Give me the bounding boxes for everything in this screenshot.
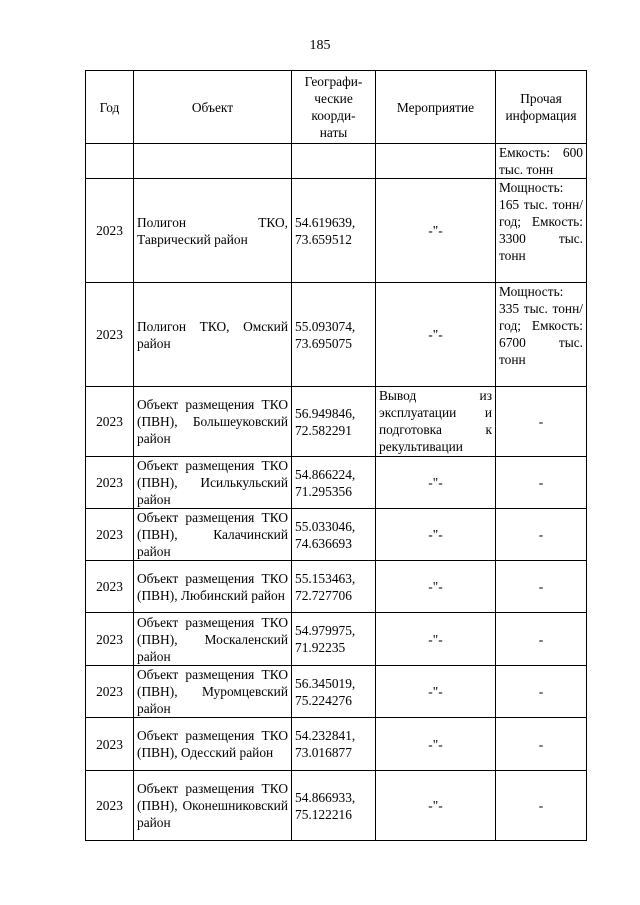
cell-object: Объект размещения ТКО (ПВН), Исилькульский район (134, 457, 292, 509)
cell-coords: 54.979975, 71.92235 (292, 613, 376, 666)
cell-year: 2023 (86, 771, 134, 841)
cell-year: 2023 (86, 387, 134, 457)
table-row (86, 771, 587, 841)
cell-year: 2023 (86, 561, 134, 613)
header-object: Объект (134, 71, 292, 144)
header-other: Прочая информация (496, 71, 587, 144)
cell-other: - (496, 666, 587, 718)
cell-action: Вывод из эксплуатации и подготовка к рекультивации (376, 387, 496, 457)
cell-object: Объект размещения ТКО (ПВН), Любинский район (134, 561, 292, 613)
cell-other: - (496, 387, 587, 457)
cell-object: Объект размещения ТКО (ПВН), Москаленский район (134, 613, 292, 666)
cell-action: -"- (376, 457, 496, 509)
cell-other: Мощность: 165 тыс. тонн/ год; Емкость: 3300 тыс. тонн (496, 179, 587, 283)
table-row (86, 509, 587, 561)
cell-action (376, 144, 496, 179)
cell-other: Емкость: 600 тыс. тонн (496, 144, 587, 179)
table-row (86, 561, 587, 613)
header-action: Мероприятие (376, 71, 496, 144)
cell-action: -"- (376, 771, 496, 841)
table-row (86, 666, 587, 718)
cell-year: 2023 (86, 179, 134, 283)
cell-object (134, 144, 292, 179)
table-row (86, 283, 587, 387)
cell-coords: 54.232841, 73.016877 (292, 718, 376, 771)
cell-action: -"- (376, 613, 496, 666)
cell-other: - (496, 509, 587, 561)
cell-year: 2023 (86, 718, 134, 771)
cell-coords: 54.619639, 73.659512 (292, 179, 376, 283)
cell-object: Объект размещения ТКО (ПВН), Муромцевский район (134, 666, 292, 718)
cell-object: Объект размещения ТКО (ПВН), Одесский район (134, 718, 292, 771)
cell-year: 2023 (86, 283, 134, 387)
cell-other: - (496, 457, 587, 509)
cell-coords: 55.033046, 74.636693 (292, 509, 376, 561)
cell-action: -"- (376, 509, 496, 561)
table-row (86, 457, 587, 509)
cell-object: Полигон ТКО, Омский район (134, 283, 292, 387)
cell-coords: 54.866224, 71.295356 (292, 457, 376, 509)
table-row (86, 613, 587, 666)
cell-object: Объект размещения ТКО (ПВН), Калачинский район (134, 509, 292, 561)
facilities-table (85, 70, 587, 841)
cell-coords: 56.949846, 72.582291 (292, 387, 376, 457)
table-row (86, 144, 587, 179)
cell-action: -"- (376, 718, 496, 771)
cell-action: -"- (376, 561, 496, 613)
cell-coords: 55.153463, 72.727706 (292, 561, 376, 613)
cell-year: 2023 (86, 509, 134, 561)
table-row (86, 718, 587, 771)
cell-other: - (496, 613, 587, 666)
cell-year: 2023 (86, 613, 134, 666)
cell-action: -"- (376, 179, 496, 283)
cell-year: 2023 (86, 457, 134, 509)
cell-year (86, 144, 134, 179)
cell-action: -"- (376, 283, 496, 387)
cell-object: Объект размещения ТКО (ПВН), Большеуковский район (134, 387, 292, 457)
table-header-row (86, 71, 587, 144)
cell-object: Объект размещения ТКО (ПВН), Оконешниковский район (134, 771, 292, 841)
cell-coords: 56.345019, 75.224276 (292, 666, 376, 718)
cell-other: - (496, 771, 587, 841)
cell-other: - (496, 718, 587, 771)
cell-object: Полигон ТКО, Таврический район (134, 179, 292, 283)
cell-action: -"- (376, 666, 496, 718)
cell-other: - (496, 561, 587, 613)
cell-year: 2023 (86, 666, 134, 718)
page-number: 185 (309, 38, 331, 53)
cell-other: Мощность: 335 тыс. тонн/ год; Емкость: 6700 тыс. тонн (496, 283, 587, 387)
cell-coords (292, 144, 376, 179)
cell-coords: 54.866933, 75.122216 (292, 771, 376, 841)
header-coords: Географи- ческие коорди- наты (292, 71, 376, 144)
header-year: Год (86, 71, 134, 144)
table-row (86, 179, 587, 283)
table-row (86, 387, 587, 457)
cell-coords: 55.093074, 73.695075 (292, 283, 376, 387)
